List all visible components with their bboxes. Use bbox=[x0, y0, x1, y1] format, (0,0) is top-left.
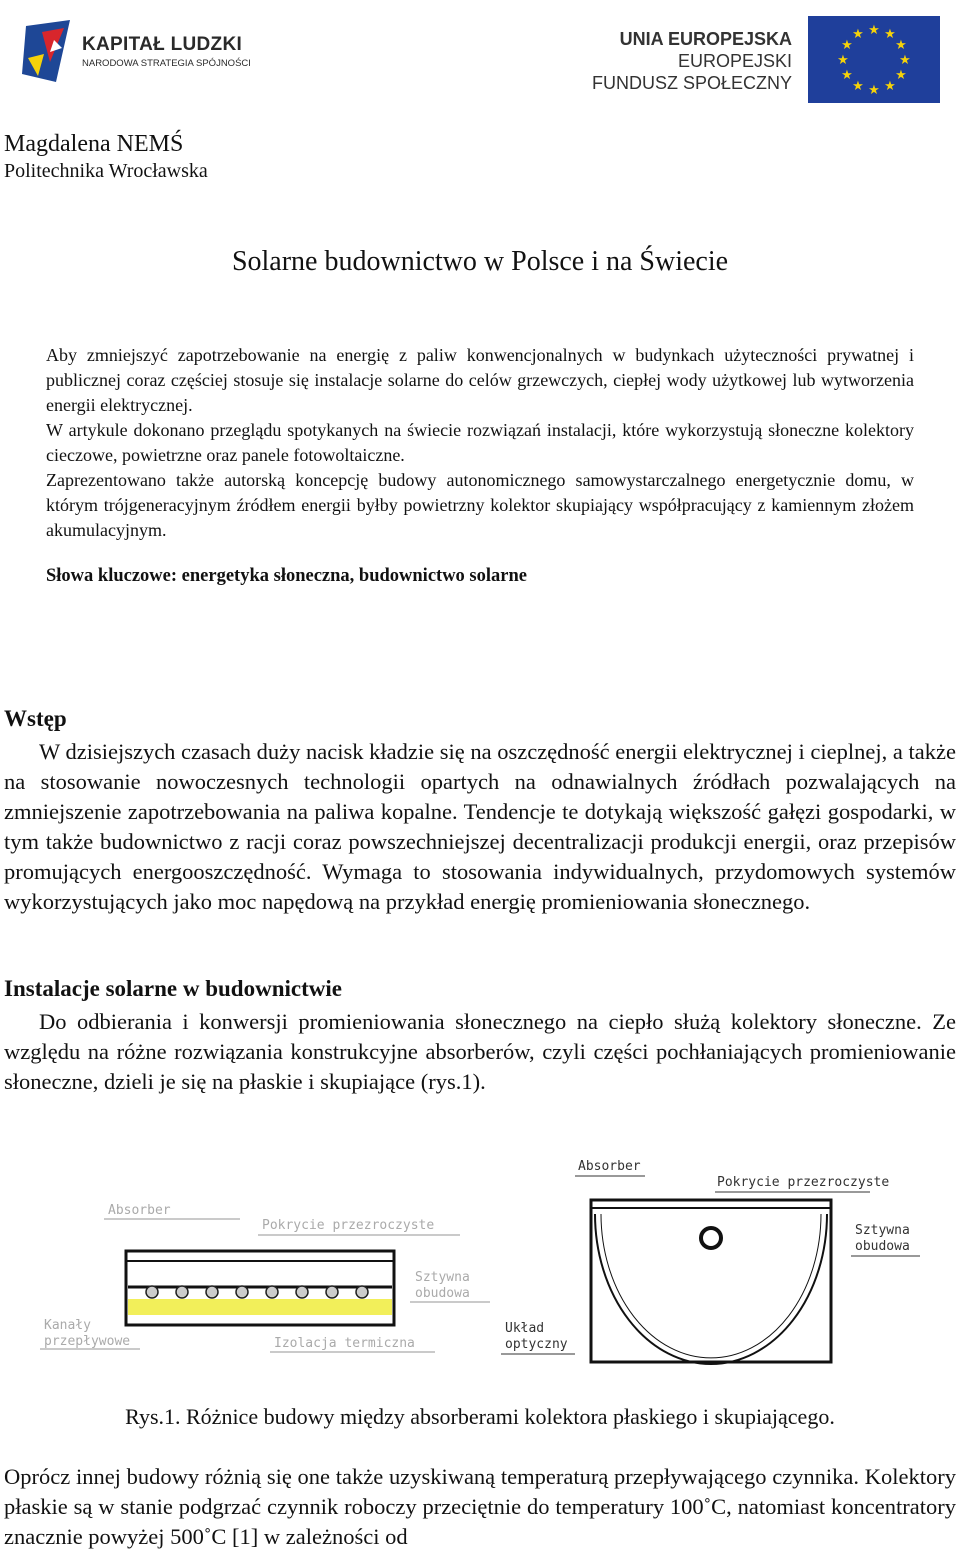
abstract-paragraph: W artykule dokonano przeglądu spotykanych na świecie rozwiązań instalacji, które wykorzystują słoneczne kolektory cieczowe, powietrzne oraz panele fotowoltaiczne. bbox=[46, 420, 914, 465]
abstract-paragraph: Zaprezentowano także autorską koncepcję budowy autonomicznego samowystarczalnego energetycznie domu, w którym trójgeneracyjnym źródłem energii byłby powietrzny kolektor skupiający współpracujący z kamiennym złożem akumulacyjnym. bbox=[46, 470, 914, 540]
label-optics-line1: Układ bbox=[505, 1321, 545, 1336]
eu-line-3: FUNDUSZ SPOŁECZNY bbox=[591, 73, 792, 93]
kapital-ludzki-subtitle: NARODOWA STRATEGIA SPÓJNOŚCI bbox=[82, 58, 251, 69]
svg-text:★: ★ bbox=[841, 68, 853, 83]
label-casing-line2: obudowa bbox=[855, 1239, 910, 1254]
svg-text:★: ★ bbox=[852, 79, 864, 94]
svg-text:★: ★ bbox=[868, 83, 880, 98]
label-casing-line1: Sztywna bbox=[415, 1270, 470, 1285]
keywords: Słowa kluczowe: energetyka słoneczna, budownictwo solarne bbox=[46, 566, 527, 586]
svg-text:★: ★ bbox=[884, 79, 896, 94]
concentrating-collector-diagram bbox=[495, 1150, 940, 1375]
concentrating-casing bbox=[591, 1200, 831, 1362]
svg-text:★: ★ bbox=[895, 68, 907, 83]
kapital-ludzki-title: KAPITAŁ LUDZKI bbox=[82, 34, 243, 55]
concentrating-mirror bbox=[595, 1214, 827, 1364]
label-optics-line2: optyczny bbox=[505, 1337, 568, 1352]
label-casing-line1: Sztywna bbox=[855, 1223, 910, 1238]
svg-text:★: ★ bbox=[852, 27, 864, 42]
label-absorber: Absorber bbox=[108, 1203, 171, 1218]
eu-line-2: EUROPEJSKI bbox=[677, 51, 792, 71]
eu-flag-icon bbox=[808, 16, 940, 103]
flat-collector-diagram bbox=[30, 1195, 500, 1370]
intro-paragraph bbox=[4, 737, 956, 917]
section-heading-intro: Wstęp bbox=[4, 706, 67, 731]
eu-line-1: UNIA EUROPEJSKA bbox=[619, 29, 792, 49]
label-casing-line2: obudowa bbox=[415, 1286, 470, 1301]
author-affiliation: Politechnika Wrocławska bbox=[4, 160, 208, 182]
kapital-ludzki-emblem-icon bbox=[20, 18, 80, 88]
closing-paragraph: Oprócz innej budowy różnią się one także uzyskiwaną temperaturą przepływającego czynnika. Kolektory płaskie są w stanie podgrzać czynnik roboczy przeciętnie do temperatury 100˚C, natomiast koncentratory znacznie powyżej 500˚C [1] w zależności od bbox=[4, 1464, 956, 1549]
abstract-paragraph: Aby zmniejszyć zapotrzebowanie na energię z paliw konwencjonalnych w budynkach użyteczności prywatnej i publicznej coraz częściej stosuje się instalacje solarne do celów grzewczych, ciepłej wody użytkowej lub wytworzenia energii elektrycznej. bbox=[46, 345, 914, 415]
figure-caption: Rys.1. Różnice budowy między absorberami kolektora płaskiego i skupiającego. bbox=[125, 1404, 835, 1429]
eu-logo-text bbox=[592, 28, 792, 94]
flat-insulation bbox=[128, 1299, 392, 1315]
installations-text: Do odbierania i konwersji promieniowania słonecznego na ciepło służą kolektory słoneczne. Ze względu na różne rozwiązania konstrukcyjne absorberów, czyli części pochłaniających promieniowanie słoneczne, dzieli je się na płaskie i skupiające (rys.1). bbox=[4, 1009, 956, 1094]
svg-text:★: ★ bbox=[895, 38, 907, 53]
concentrating-absorber-tube bbox=[701, 1228, 721, 1248]
installations-paragraph bbox=[4, 1007, 956, 1097]
label-channels-line1: Kanały bbox=[44, 1318, 91, 1333]
paper-title: Solarne budownictwo w Polsce i na Świecie bbox=[231, 246, 729, 277]
svg-text:★: ★ bbox=[884, 27, 896, 42]
label-cover: Pokrycie przezroczyste bbox=[717, 1175, 890, 1190]
svg-text:★: ★ bbox=[841, 38, 853, 53]
label-cover: Pokrycie przezroczyste bbox=[262, 1218, 435, 1233]
label-insulation: Izolacja termiczna bbox=[274, 1336, 415, 1351]
svg-text:★: ★ bbox=[868, 23, 880, 38]
author-name: Magdalena NEMŚ bbox=[4, 131, 184, 157]
svg-text:★: ★ bbox=[837, 53, 849, 68]
svg-text:★: ★ bbox=[899, 53, 911, 68]
abstract bbox=[46, 343, 914, 543]
section-heading-installations: Instalacje solarne w budownictwie bbox=[4, 976, 342, 1001]
intro-text: W dzisiejszych czasach duży nacisk kładzie się na oszczędność energii elektrycznej i cieplnej, a także na stosowanie nowoczesnych technologii opartych na odnawialnych źródłach pozwalających na zmniejszenie zapotrzebowania na paliwa kopalne. Tendencje te dotykają większość gałęzi gospodarki, w tym także budownictwo z racji coraz powszechniejszej decentralizacji produkcji energii, oraz przepisów promujących energooszczędność. Wymaga to stosowania indywidualnych, przydomowych systemów wykorzystujących jako moc napędową na przykład energię promieniowania słonecznego. bbox=[4, 739, 956, 914]
label-absorber: Absorber bbox=[578, 1159, 641, 1174]
label-channels-line2: przepływowe bbox=[44, 1334, 131, 1349]
